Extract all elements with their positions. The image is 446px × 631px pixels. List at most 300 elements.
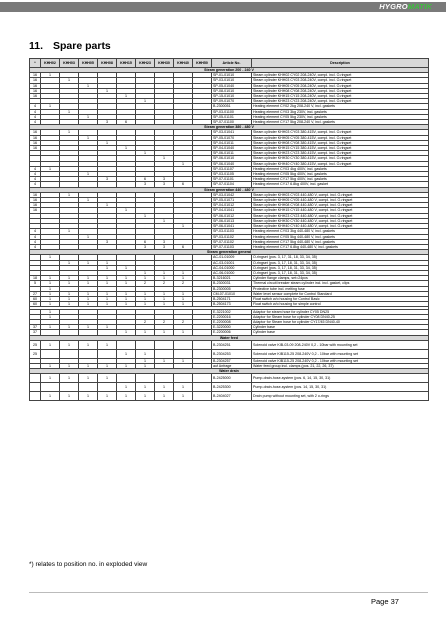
article-number-cell: SP-03-01100 [212,109,252,114]
position-cell: 16 [30,203,41,208]
position-cell: 4 [30,234,41,239]
article-number-cell: SP-07-01104 [212,182,252,187]
article-number-cell: AC-03-01001 [212,260,252,265]
quantity-cell: 2 [174,319,193,324]
article-number-cell: E-3220000 [212,325,252,330]
quantity-cell: 1 [79,114,98,119]
quantity-cell: 1 [155,383,174,392]
position-cell: 25 [30,349,41,358]
quantity-cell: 1 [117,146,136,151]
column-header: KHH50 [193,59,212,68]
quantity-cell: 1 [155,156,174,161]
quantity-cell: 1 [41,73,60,78]
quantity-cell: 1 [41,166,60,171]
quantity-cell: 2 [155,319,174,324]
article-number-cell: auf Anfrage [212,363,252,368]
quantity-cell: 1 [60,109,79,114]
quantity-cell: 1 [136,330,155,335]
quantity-cell: 1 [60,392,79,401]
quantity-cell: 1 [60,291,79,296]
quantity-cell: 6 [136,177,155,182]
quantity-cell: 1 [117,208,136,213]
article-number-cell: SP-07-01103 [212,244,252,249]
article-number-cell: SP-06-01013 [212,218,252,223]
description-cell: Steam cylinder KHH03 CY03 380-415V, compl. incl. O-ringset [252,130,429,135]
description-cell: O-ringset (pos. 3, 17, 18, 31, 33, 34, 35) [252,270,429,275]
quantity-cell: 1 [41,296,60,301]
table-row [30,383,429,392]
quantity-cell: 1 [117,349,136,358]
quantity-cell: 1 [98,265,117,270]
position-cell: 37 [30,330,41,335]
column-header: KHH30 [155,59,174,68]
quantity-cell: 1 [79,392,98,401]
quantity-cell [155,374,174,383]
position-cell: 4 [30,120,41,125]
quantity-cell: 1 [98,374,117,383]
description-cell: Adaptor for steam hose for cylinder CY05 DN25 [252,309,429,314]
quantity-cell: 1 [174,224,193,229]
quantity-cell: 1 [41,314,60,319]
quantity-cell: 6 [174,244,193,249]
position-cell [30,383,41,392]
quantity-cell: 1 [41,392,60,401]
quantity-cell [193,392,212,401]
article-number-cell: SP-03-01103 [212,229,252,234]
quantity-cell: 1 [174,383,193,392]
article-number-cell: SP-07-01101 [212,177,252,182]
quantity-cell: 1 [136,296,155,301]
quantity-cell: 1 [136,291,155,296]
column-header: KHH03 [60,59,79,68]
description-cell: Adaptor for Steam hose for cylinder CY17/45 DN40-40 [252,319,429,324]
quantity-cell: 1 [60,281,79,286]
quantity-cell [79,349,98,358]
description-cell: Heating element CY02 2kg 208-240 V, incl. gaskets [252,104,429,109]
position-cell: 4 [30,166,41,171]
quantity-cell [41,349,60,358]
column-header: KHH23 [136,59,155,68]
quantity-cell: 1 [98,302,117,307]
quantity-cell [60,349,79,358]
quantity-cell: 1 [174,330,193,335]
table-row [30,392,429,401]
quantity-cell [193,340,212,349]
description-cell: Steam cylinder KHH03 CY03 208-240V, compl. incl. O-ringset [252,78,429,83]
quantity-cell: 1 [98,276,117,281]
description-cell: Steam cylinder KHH30 CY30 440-480 V, compl. incl. O-ringset [252,218,429,223]
quantity-cell: 1 [98,260,117,265]
quantity-cell: 1 [136,151,155,156]
quantity-cell: 1 [174,302,193,307]
description-cell: Pump-drain-hose-system (pos. 14, 15, 30, 31) [252,383,429,392]
position-cell: 16 [30,78,41,83]
column-header: KHH15 [117,59,136,68]
quantity-cell: 1 [60,374,79,383]
quantity-cell: 6 [117,120,136,125]
description-cell: Heating element CY03 4kg 400V, incl. gaskets [252,166,429,171]
quantity-cell: 1 [174,161,193,166]
column-header: Description [252,59,429,68]
position-cell: 16 [30,94,41,99]
quantity-cell: 1 [60,325,79,330]
quantity-cell [98,383,117,392]
position-cell: 4 [30,229,41,234]
header-band [0,2,370,12]
description-cell: Heating element CY03 3kg 440-480 V, incl. gaskets [252,229,429,234]
quantity-cell [155,340,174,349]
article-number-cell: B-2425000 [212,374,252,383]
brand-logo: HYGROMATIK [370,2,446,12]
quantity-cell: 1 [98,281,117,286]
quantity-cell: 1 [155,330,174,335]
quantity-cell: 1 [117,363,136,368]
quantity-cell: 1 [41,340,60,349]
description-cell: Water level sensor complete for Control Standard [252,291,429,296]
position-cell: 16 [30,130,41,135]
quantity-cell: 1 [79,374,98,383]
page-title [29,40,111,52]
position-cell: 37 [30,325,41,330]
description-cell: Steam cylinder KHH15 CY15 440-480 V, compl. incl. O-ringset [252,208,429,213]
quantity-cell: 1 [155,218,174,223]
description-cell: Steam cylinder KHH15 CY15 380-415V, compl. incl. O-ringset [252,146,429,151]
position-cell: 4 [30,114,41,119]
position-cell: 5 [30,281,41,286]
description-cell: Protective tube incl. melting fuse [252,286,429,291]
description-cell: Heating element CY05 5kg 230V, incl. gaskets [252,114,429,119]
quantity-cell: 3 [155,239,174,244]
article-number-cell: B-2304251 [212,340,252,349]
description-cell: Cylinder base [252,330,429,335]
section-title: Spare parts [53,40,111,52]
quantity-cell: 1 [60,260,79,265]
quantity-cell: 1 [60,302,79,307]
quantity-cell: 1 [117,302,136,307]
article-number-cell: SP-06-01040 [212,161,252,166]
article-number-cell: E-2200016 [212,314,252,319]
quantity-cell: 1 [79,172,98,177]
article-number-cell: B-2404027 [212,392,252,401]
quantity-cell: 1 [98,325,117,330]
quantity-cell: 1 [98,203,117,208]
article-number-cell: SP-09-01070 [212,99,252,104]
section-label: Water drain [30,369,429,374]
quantity-cell: 1 [136,349,155,358]
article-number-cell: AC-01-01009 [212,255,252,260]
quantity-cell: 1 [98,392,117,401]
quantity-cell: 1 [98,140,117,145]
position-cell: 4 [30,109,41,114]
table-row [30,374,429,383]
quantity-cell: 1 [41,276,60,281]
quantity-cell [41,383,60,392]
page-number: Page 37 [371,597,399,606]
description-cell: O-ringset (pos. 3, 17, 18, 31, 33, 34, 35) [252,260,429,265]
position-cell: 27 [30,291,41,296]
position-cell: 4 [30,244,41,249]
article-number-cell: SP-05-01070 [212,135,252,140]
quantity-cell: 1 [41,291,60,296]
quantity-cell [193,374,212,383]
quantity-cell [60,383,79,392]
quantity-cell [174,374,193,383]
quantity-cell: 1 [136,392,155,401]
quantity-cell: 1 [41,281,60,286]
quantity-cell: 1 [155,276,174,281]
position-cell: 60 [30,296,41,301]
article-number-cell: E-2200008 [212,319,252,324]
description-cell: Steam cylinder KHH05 CY05 208-240V, compl. incl. O-ringset [252,83,429,88]
article-number-cell: SP-03-01010 [212,78,252,83]
article-number-cell: SP-05-01101 [212,114,252,119]
quantity-cell [136,340,155,349]
quantity-cell [117,340,136,349]
column-header: KHH40 [174,59,193,68]
description-cell: Steam cylinder KHH40 CY40 440-480 V, compl. incl. O-ringset [252,224,429,229]
article-number-cell: E-3221002 [212,309,252,314]
quantity-cell: 1 [41,302,60,307]
position-cell: 4 [30,104,41,109]
quantity-cell: 3 [98,120,117,125]
quantity-cell: 1 [41,363,60,368]
spare-parts-table [29,58,429,401]
quantity-cell: 1 [60,296,79,301]
description-cell: Heating element CY17 5kg 208-240 V, incl. gaskets [252,120,429,125]
article-number-cell: SP-04-01011 [212,140,252,145]
article-number-cell: SP-03-01042 [212,192,252,197]
section-label: Steam generation 200 - 240 V [30,68,429,73]
description-cell: Steam cylinder KHH23 CY23 380-415V, compl. incl. O-ringset [252,151,429,156]
description-cell: Heating element CY05 5kg 440-480 V, incl. gaskets [252,234,429,239]
description-cell: Steam cylinder KHH08 CY08 440-480 V, compl. incl. O-ringset [252,203,429,208]
quantity-cell: 1 [136,302,155,307]
quantity-cell: 1 [79,325,98,330]
quantity-cell: 1 [174,270,193,275]
quantity-cell: 3 [98,177,117,182]
position-cell: 25 [30,340,41,349]
quantity-cell: 2 [174,281,193,286]
table-header-row [30,59,429,68]
quantity-cell: 1 [117,281,136,286]
quantity-cell: 1 [155,291,174,296]
article-number-cell: B-2300051 [212,104,252,109]
position-cell: 18 [30,276,41,281]
article-number-cell: SP-07-01100 [212,120,252,125]
description-cell: Steam cylinder KHH02 CY02 208-240V, compl. incl. O-ringset [252,73,429,78]
article-number-cell: SP-04-01040 [212,146,252,151]
quantity-cell: 1 [117,392,136,401]
description-cell: Solenoid valve KIB115-25 208-240V 0,2 - 10bar with mounting set [252,358,429,363]
description-cell: Float switch w/o housing for Control Basic [252,296,429,301]
article-number-cell: AC-04-01000 [212,265,252,270]
description-cell: Steam cylinder KHH05 CY05 440-480 V, compl. incl. O-ringset [252,198,429,203]
quantity-cell: 1 [98,291,117,296]
article-number-cell: SP-03-01107 [212,166,252,171]
description-cell: Heating element CY17 5kg 440-480 V, incl. gaskets [252,239,429,244]
header-bar [0,2,446,12]
table-row [30,340,429,349]
quantity-cell: 1 [79,135,98,140]
quantity-cell: 1 [117,94,136,99]
quantity-cell: 1 [174,291,193,296]
description-cell: Steam cylinder KHH08 CY08 380-415V, compl. incl. O-ringset [252,140,429,145]
section-label: Steam generation 380 - 480 V [30,125,429,130]
quantity-cell: 1 [79,302,98,307]
quantity-cell [98,349,117,358]
quantity-cell: 1 [79,340,98,349]
article-number-cell: SP-08-01010 [212,88,252,93]
quantity-cell: 1 [79,260,98,265]
quantity-cell: 2 [155,281,174,286]
quantity-cell: 1 [79,276,98,281]
article-number-cell: B-2504171 [212,296,252,301]
article-number-cell: B-2300031 [212,281,252,286]
article-number-cell: SP-04-01041 [212,208,252,213]
quantity-cell: 1 [136,276,155,281]
footer-divider [29,592,428,593]
position-cell [30,392,41,401]
quantity-cell: 1 [60,340,79,349]
article-number-cell: E-2200006 [212,330,252,335]
article-number-cell: SP-07-01102 [212,239,252,244]
quantity-cell: 3 [98,239,117,244]
quantity-cell: 1 [79,363,98,368]
quantity-cell: 1 [155,270,174,275]
quantity-cell: 1 [79,83,98,88]
article-number-cell: CM-07-01010 [212,291,252,296]
description-cell: Heating element CY03 3kg 230V, incl. gaskets [252,109,429,114]
description-cell: Steam cylinder KHH03 CY03 440-480 V, compl. incl. O-ringset [252,192,429,197]
quantity-cell: 1 [155,296,174,301]
quantity-cell: 1 [79,198,98,203]
quantity-cell: 1 [98,340,117,349]
quantity-cell: 1 [155,358,174,363]
article-number-cell: B-2304257 [212,358,252,363]
quantity-cell: 1 [136,270,155,275]
quantity-cell: 1 [60,78,79,83]
quantity-cell: 1 [60,130,79,135]
quantity-cell: 1 [117,291,136,296]
quantity-cell [174,340,193,349]
quantity-cell: 1 [117,330,136,335]
quantity-cell: 1 [155,302,174,307]
article-number-cell: SP-05-01040 [212,83,252,88]
article-number-cell: B-2425300 [212,383,252,392]
position-cell: 16 [30,208,41,213]
description-cell: Float switch w/o housing for simple control [252,302,429,307]
quantity-cell: 6 [174,182,193,187]
quantity-cell: 1 [174,276,193,281]
article-number-cell: B-2304253 [212,349,252,358]
quantity-cell: 1 [136,99,155,104]
description-cell: Heating element CY05 5kg 400V, incl. gaskets [252,172,429,177]
description-cell: Water feed group incl. clamps (pos. 21, 22, 26, 37) [252,363,429,368]
quantity-cell: 1 [174,392,193,401]
article-number-cell: SP-03-01041 [212,130,252,135]
quantity-cell: 1 [41,374,60,383]
article-number-cell: B-2300005 [212,286,252,291]
description-cell: Drain pump without mounting set, with 2 o-rings [252,392,429,401]
quantity-cell: 1 [79,234,98,239]
quantity-cell: 1 [41,309,60,314]
description-cell: Solenoid valve KIB-03-09 208-240V 0,2 - 10bar with mounting set [252,340,429,349]
quantity-cell: 1 [79,296,98,301]
article-number-cell: SP-03-01102 [212,234,252,239]
position-cell: 16 [30,83,41,88]
description-cell: Steam cylinder KHH08 CY08 208-240V, compl. incl. O-ringset [252,88,429,93]
quantity-cell: 1 [79,281,98,286]
footnote: *) relates to position no. in exploded view [29,561,148,568]
quantity-cell: 3 [136,244,155,249]
article-number-cell: B-2504173 [212,302,252,307]
quantity-cell: 1 [98,363,117,368]
quantity-cell: 3 [155,177,174,182]
quantity-cell: 1 [136,358,155,363]
quantity-cell: 1 [136,213,155,218]
section-label: Steam generation 440 - 480 V [30,187,429,192]
quantity-cell [193,383,212,392]
description-cell: Cylinder flange clamps, set=24pcs [252,276,429,281]
quantity-cell: 1 [136,363,155,368]
article-number-cell: SP-03-01105 [212,172,252,177]
description-cell: Heating element CY17 6.8kg 400V, incl. gasket [252,182,429,187]
quantity-cell: 3 [155,244,174,249]
description-cell: Heating element CY17 5kg 400V, incl. gaskets [252,177,429,182]
quantity-cell: 6 [136,239,155,244]
quantity-cell: 1 [79,291,98,296]
position-cell: 16 [30,146,41,151]
quantity-cell: 1 [41,104,60,109]
article-number-cell: AC-06-01000 [212,270,252,275]
article-number-cell: SP-06-01041 [212,224,252,229]
description-cell: Thermal circuit breaker steam cylinder incl. incl. gasket, clips [252,281,429,286]
description-cell: Steam cylinder KHH15 CY15 208-240V, compl. incl. O-ringset [252,94,429,99]
column-header: KHH08 [98,59,117,68]
description-cell: O-ringset (pos. 3, 17, 18, 31, 33, 34, 35) [252,265,429,270]
position-cell [30,374,41,383]
description-cell: Cylinder base [252,325,429,330]
quantity-cell [174,349,193,358]
quantity-cell: 1 [60,229,79,234]
article-number-cell: SP-04-01012 [212,203,252,208]
article-number-cell: SP-06-01011 [212,151,252,156]
description-cell: Heating element CY17 6.8kg 440-480 V, incl. gaskets [252,244,429,249]
quantity-cell [155,349,174,358]
quantity-cell: 1 [117,383,136,392]
position-cell: 16 [30,135,41,140]
quantity-cell: 1 [41,325,60,330]
quantity-cell: 1 [155,392,174,401]
column-header: * [30,59,41,68]
quantity-cell: 3 [136,182,155,187]
description-cell: Steam cylinder KHH30 CY30 380-415V, compl. incl. O-ringset [252,156,429,161]
article-number-cell: SP-01-01010 [212,73,252,78]
section-number: 11. [29,40,44,52]
position-cell: 60 [30,302,41,307]
quantity-cell: 3 [155,182,174,187]
quantity-cell: 2 [136,281,155,286]
position-cell: 4 [30,239,41,244]
quantity-cell: 1 [136,383,155,392]
quantity-cell: 1 [98,296,117,301]
position-cell: 16 [30,198,41,203]
quantity-cell [136,374,155,383]
section-label: Water feed [30,335,429,340]
quantity-cell: 1 [41,255,60,260]
article-number-cell: SP-05-01071 [212,198,252,203]
quantity-cell: 1 [60,192,79,197]
